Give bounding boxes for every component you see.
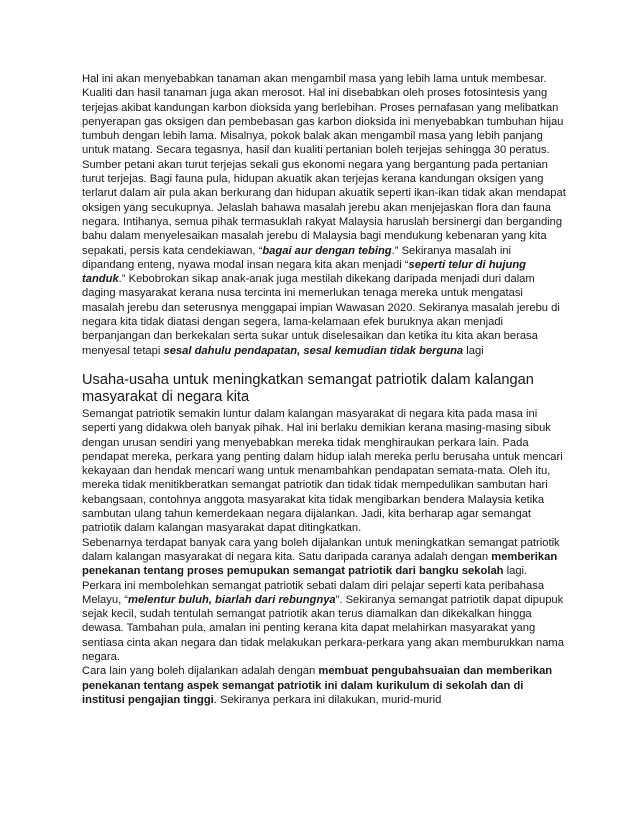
text-run: .” Sekiranya masalah ini dipandang enteng, nyawa modal insan negara kita akan menjadi “ xyxy=(82,244,512,271)
paragraph xyxy=(82,407,566,536)
text-run: Cara lain yang boleh dijalankan adalah dengan xyxy=(82,665,319,678)
emphasis-run: membuat pengubahsuaian dan memberikan penekanan tentang aspek semangat patriotik ini dalam kurikulum di sekolah dan di institusi pengajian tinggi xyxy=(82,665,553,706)
emphasis-text: bagai aur dengan tebing xyxy=(262,244,392,257)
paragraph xyxy=(82,536,566,665)
emphasis-run: memberikan penekanan tentang proses pemupukan semangat patriotik dari bangku sekolah xyxy=(82,550,558,578)
text-run: lagi xyxy=(463,344,484,357)
document-body xyxy=(82,72,566,707)
text-run: . Sekiranya perkara ini dilakukan, murid-murid xyxy=(213,693,442,706)
emphasis-run xyxy=(262,245,391,257)
emphasis-run xyxy=(163,345,463,357)
section-heading: Usaha-usaha untuk meningkatkan semangat patriotik dalam kalangan masyarakat di negara kita xyxy=(82,371,534,405)
section-bottom xyxy=(82,407,566,707)
text-run: Hal ini akan menyebabkan tanaman akan mengambil masa yang lebih lama untuk membesar. Kualiti dan hasil tanaman juga akan merosot. Hal ini disebabkan oleh proses fotosintesis yang terjejas akibat kandungan karbon dioksida yang berlebihan. Proses pernafasan yang melibatkan penyerapan gas oksigen dan pembebasan gas karbon dioksida ini menyebabkan tumbuhan hijau tumbuh dengan lebih lama. Misalnya, pokok balak akan mengambil masa yang lebih panjang untuk matang. Secara tegasnya, hasil dan kualiti pertanian boleh terjejas sehingga 30 peratus. Sumber petani akan turut terjejas sekali gus ekonomi negara yang bergantung pada pertanian turut terjejas. Bagi fauna pula, hidupan akuatik akan terjejas kerana kandungan oksigen yang terlarut dalam air pula akan berkurang dan hidupan akuatik seperti ikan-ikan tidak akan mendapat oksigen yang secukupnya. Jelaslah bahawa masalah jerebu akan menjejaskan flora dan fauna negara. Intihanya, semua pihak termasuklah rakyat Malaysia haruslah bersinergi dan berganding bahu dalam menyelesaikan masalah jerebu di Malaysia bagi mendukung kebenaran yang kita sepakati, persis kata cendekiawan, “ xyxy=(82,73,566,257)
text-run: lagi. Perkara ini membolehkan semangat patriotik sebati dalam diri pelajar seperti kata peribahasa Melayu, “ xyxy=(82,565,545,606)
text-run: .” Kebobrokan sikap anak-anak juga mestilah dikekang daripada menjadi duri dalam daging masyarakat kerana nusa tercinta ini memerlukan tenaga mereka untuk mengatasi masalah jerebu dan seterusnya menggapai impian Wawasan 2020. Sekiranya masalah jerebu di negara kita tidak diatasi dengan segera, lama-kelamaan efek buruknya akan menjadi berpanjangan dan berkekalan serta sukar untuk diselesaikan dan ketika itu kita akan berasa menyesal tetapi xyxy=(82,273,560,357)
emphasis-text: melentur buluh, biarlah dari rebungnya xyxy=(128,593,336,606)
emphasis-text: sesal dahulu pendapatan, sesal kemudian tidak berguna xyxy=(163,344,464,357)
text-run: Sebenarnya terdapat banyak cara yang boleh dijalankan untuk meningkatkan semangat patriotik dalam kalangan masyarakat di negara kita. Satu daripada caranya adalah dengan xyxy=(82,536,560,563)
emphasis-run xyxy=(128,594,336,606)
paragraph xyxy=(82,664,566,707)
text-run: ”. Sekiranya semangat patriotik dapat dipupuk sejak kecil, sudah tentulah semangat patriotik akan terus diamalkan dan dikekalkan hingga dewasa. Tambahan pula, amalan ini penting kerana kita dapat melahirkan masyarakat yang sentiasa cinta akan negara dan tidak melakukan perkara-perkara yang akan memburukkan nama negara. xyxy=(82,593,564,663)
emphasis-text: seperti telur di hujung tanduk xyxy=(82,258,527,286)
section-top xyxy=(82,72,566,358)
paragraph xyxy=(82,72,566,358)
text-run: Semangat patriotik semakin luntur dalam kalangan masyarakat di negara kita pada masa ini seperti yang didakwa oleh banyak pihak. Hal ini berlaku demikian kerana masing-masing sibuk dengan urusan sendiri yang menyebabkan mereka tidak menghiraukan perkara lain. Pada pendapat mereka, perkara yang penting dalam hidup ialah mereka perlu berusaha untuk mencari kekayaan dan hendak mencari wang untuk menambahkan pendapatan semata-mata. Oleh itu, mereka tidak menitikberatkan semangat patriotik dan tidak tidak mempedulikan sambutan hari kebangsaan, contohnya anggota masyarakat kita tidak mengibarkan bendera Malaysia ketika sambutan ulang tahun kemerdekaan negara dijalankan. Jadi, kita berharap agar semangat patriotik dalam kalangan masyarakat dapat ditingkatkan. xyxy=(82,407,563,535)
